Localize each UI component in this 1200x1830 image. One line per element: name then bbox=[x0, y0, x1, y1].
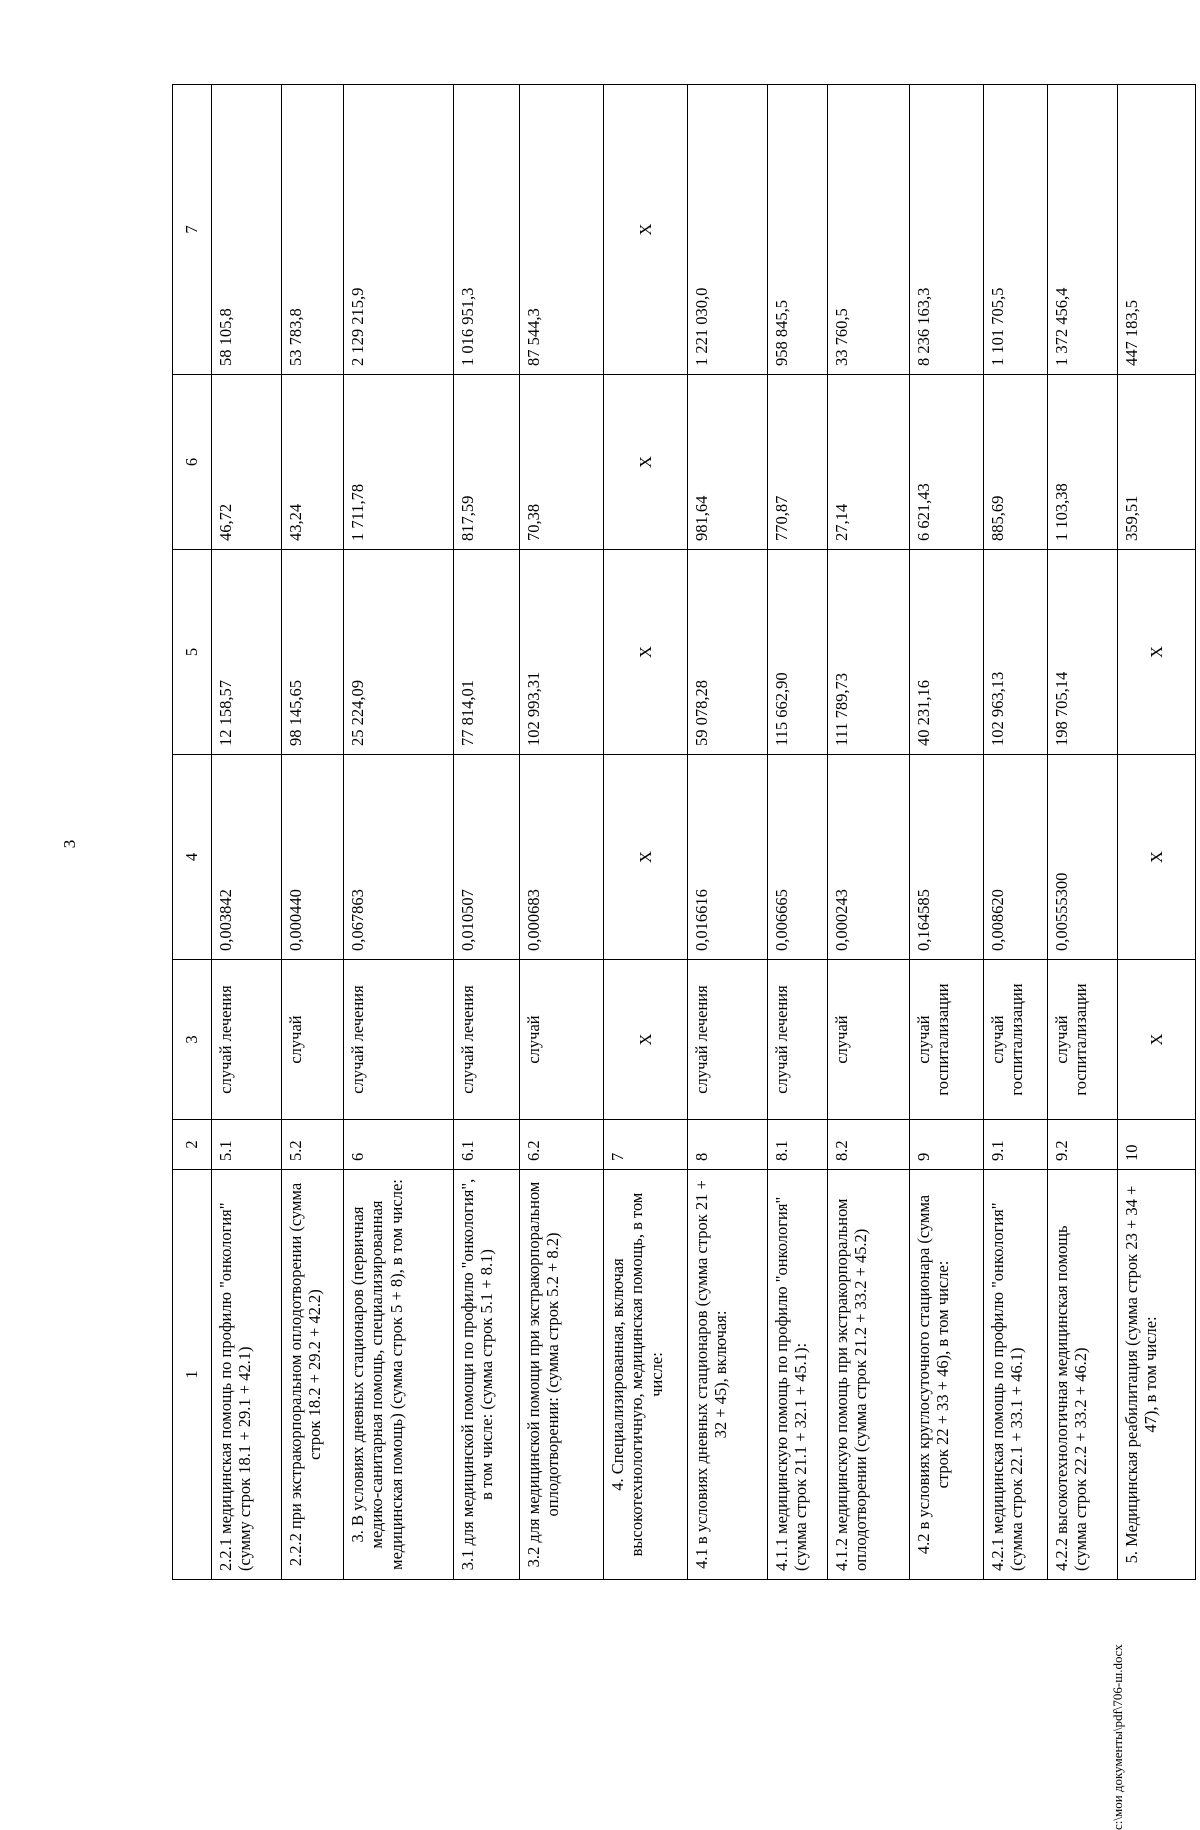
row-number: 7 bbox=[604, 1120, 688, 1170]
value-cell: 70,38 bbox=[520, 375, 604, 550]
value-cell: X bbox=[604, 755, 688, 960]
row-number: 8 bbox=[688, 1120, 768, 1170]
column-header: 3 bbox=[173, 960, 212, 1120]
table-row bbox=[688, 85, 768, 1580]
value-cell: 77 814,01 bbox=[454, 550, 520, 755]
value-cell: 1 101 705,5 bbox=[984, 85, 1048, 375]
table-row bbox=[768, 85, 828, 1580]
unit-cell: случай госпитализации bbox=[984, 960, 1048, 1120]
value-cell: X bbox=[1118, 550, 1196, 755]
value-cell: 0,003842 bbox=[212, 755, 282, 960]
value-cell: 958 845,5 bbox=[768, 85, 828, 375]
value-cell: 1 221 030,0 bbox=[688, 85, 768, 375]
row-label: 3.2 для медицинской помощи при экстракорпоральном оплодотворении: (сумма строк 5.2 + 8.2) bbox=[520, 1170, 604, 1580]
value-cell: 885,69 bbox=[984, 375, 1048, 550]
row-label: 4.2.2 высокотехнологичная медицинская помощь (сумма строк 22.2 + 33.2 + 46.2) bbox=[1048, 1170, 1118, 1580]
value-cell: 981,64 bbox=[688, 375, 768, 550]
value-cell: 770,87 bbox=[768, 375, 828, 550]
value-cell: 58 105,8 bbox=[212, 85, 282, 375]
page-number: 3 bbox=[60, 839, 79, 849]
value-cell: 43,24 bbox=[282, 375, 344, 550]
data-table bbox=[172, 84, 1196, 1580]
value-cell: 53 783,8 bbox=[282, 85, 344, 375]
row-number: 8.2 bbox=[828, 1120, 910, 1170]
column-header: 6 bbox=[173, 375, 212, 550]
value-cell: X bbox=[604, 85, 688, 375]
value-cell: 111 789,73 bbox=[828, 550, 910, 755]
table-row bbox=[1048, 85, 1118, 1580]
value-cell: 817,59 bbox=[454, 375, 520, 550]
table-row bbox=[828, 85, 910, 1580]
value-cell: 0,164585 bbox=[910, 755, 984, 960]
unit-cell: случай лечения bbox=[344, 960, 454, 1120]
table-row bbox=[454, 85, 520, 1580]
unit-cell: случай лечения bbox=[688, 960, 768, 1120]
row-number: 9.2 bbox=[1048, 1120, 1118, 1170]
unit-cell: случай госпитализации bbox=[910, 960, 984, 1120]
row-label: 4.1.1 медицинскую помощь по профилю "онкология" (сумма строк 21.1 + 32.1 + 45.1): bbox=[768, 1170, 828, 1580]
column-header: 7 bbox=[173, 85, 212, 375]
row-label: 4.1 в условиях дневных стационаров (сумма строк 21 + 32 + 45), включая: bbox=[688, 1170, 768, 1580]
row-number: 9 bbox=[910, 1120, 984, 1170]
value-cell: 6 621,43 bbox=[910, 375, 984, 550]
value-cell: 1 711,78 bbox=[344, 375, 454, 550]
value-cell: 198 705,14 bbox=[1048, 550, 1118, 755]
column-header: 4 bbox=[173, 755, 212, 960]
value-cell: 59 078,28 bbox=[688, 550, 768, 755]
value-cell: 102 993,31 bbox=[520, 550, 604, 755]
value-cell: 0,010507 bbox=[454, 755, 520, 960]
value-cell: 0,000243 bbox=[828, 755, 910, 960]
value-cell: 33 760,5 bbox=[828, 85, 910, 375]
table-row bbox=[910, 85, 984, 1580]
row-label: 5. Медицинская реабилитация (сумма строк 23 + 34 + 47), в том числе: bbox=[1118, 1170, 1196, 1580]
row-label: 3. В условиях дневных стационаров (первичная медико-санитарная помощь, специализированная медицинская помощь) (сумма строк 5 + 8), в том числе: bbox=[344, 1170, 454, 1580]
table-row bbox=[212, 85, 282, 1580]
value-cell: 1 372 456,4 bbox=[1048, 85, 1118, 375]
value-cell: 0,000683 bbox=[520, 755, 604, 960]
value-cell: 359,51 bbox=[1118, 375, 1196, 550]
value-cell: 46,72 bbox=[212, 375, 282, 550]
value-cell: X bbox=[604, 550, 688, 755]
column-header: 2 bbox=[173, 1120, 212, 1170]
value-cell: 447 183,5 bbox=[1118, 85, 1196, 375]
value-cell: X bbox=[1118, 755, 1196, 960]
row-number: 6.1 bbox=[454, 1120, 520, 1170]
row-number: 10 bbox=[1118, 1120, 1196, 1170]
table-header-row bbox=[173, 85, 212, 1580]
unit-cell: случай bbox=[520, 960, 604, 1120]
value-cell: 115 662,90 bbox=[768, 550, 828, 755]
value-cell: 1 103,38 bbox=[1048, 375, 1118, 550]
value-cell: 12 158,57 bbox=[212, 550, 282, 755]
table-row bbox=[282, 85, 344, 1580]
row-number: 5.2 bbox=[282, 1120, 344, 1170]
value-cell: 98 145,65 bbox=[282, 550, 344, 755]
row-label: 2.2.2 при экстракорпоральном оплодотворении (сумма строк 18.2 + 29.2 + 42.2) bbox=[282, 1170, 344, 1580]
value-cell: 40 231,16 bbox=[910, 550, 984, 755]
unit-cell: случай bbox=[282, 960, 344, 1120]
column-header: 5 bbox=[173, 550, 212, 755]
unit-cell: случай bbox=[828, 960, 910, 1120]
value-cell: 0,006665 bbox=[768, 755, 828, 960]
value-cell: 0,008620 bbox=[984, 755, 1048, 960]
row-label: 4.2.1 медицинская помощь по профилю "онкология" (сумма строк 22.1 + 33.1 + 46.1) bbox=[984, 1170, 1048, 1580]
row-number: 6 bbox=[344, 1120, 454, 1170]
row-number: 9.1 bbox=[984, 1120, 1048, 1170]
unit-cell: X bbox=[1118, 960, 1196, 1120]
table-container bbox=[172, 85, 1166, 1580]
table-row bbox=[520, 85, 604, 1580]
unit-cell: случай госпитализации bbox=[1048, 960, 1118, 1120]
row-label: 4. Специализированная, включая высокотехнологичную, медицинская помощь, в том числе: bbox=[604, 1170, 688, 1580]
value-cell: 102 963,13 bbox=[984, 550, 1048, 755]
value-cell: 0,00555300 bbox=[1048, 755, 1118, 960]
table-row bbox=[344, 85, 454, 1580]
table-row bbox=[604, 85, 688, 1580]
row-number: 8.1 bbox=[768, 1120, 828, 1170]
table-row bbox=[1118, 85, 1196, 1580]
value-cell: X bbox=[604, 375, 688, 550]
unit-cell: случай лечения bbox=[768, 960, 828, 1120]
row-label: 3.1 для медицинской помощи по профилю "онкология", в том числе: (сумма строк 5.1 + 8.1) bbox=[454, 1170, 520, 1580]
footer-file-path: c:\мои документы\pdf\706-ш.docx bbox=[1110, 1644, 1125, 1830]
unit-cell: X bbox=[604, 960, 688, 1120]
row-label: 4.2 в условиях круглосуточного стационара (сумма строк 22 + 33 + 46), в том числе: bbox=[910, 1170, 984, 1580]
value-cell: 27,14 bbox=[828, 375, 910, 550]
value-cell: 87 544,3 bbox=[520, 85, 604, 375]
value-cell: 0,016616 bbox=[688, 755, 768, 960]
row-label: 2.2.1 медицинская помощь по профилю "онкология" (сумму строк 18.1 + 29.1 + 42.1) bbox=[212, 1170, 282, 1580]
row-number: 5.1 bbox=[212, 1120, 282, 1170]
value-cell: 0,067863 bbox=[344, 755, 454, 960]
table-row bbox=[984, 85, 1048, 1580]
value-cell: 2 129 215,9 bbox=[344, 85, 454, 375]
value-cell: 25 224,09 bbox=[344, 550, 454, 755]
value-cell: 1 016 951,3 bbox=[454, 85, 520, 375]
row-number: 6.2 bbox=[520, 1120, 604, 1170]
unit-cell: случай лечения bbox=[212, 960, 282, 1120]
row-label: 4.1.2 медицинскую помощь при экстракорпоральном оплодотворении (сумма строк 21.2 + 33.2 + 45.2) bbox=[828, 1170, 910, 1580]
value-cell: 0,000440 bbox=[282, 755, 344, 960]
column-header: 1 bbox=[173, 1170, 212, 1580]
unit-cell: случай лечения bbox=[454, 960, 520, 1120]
value-cell: 8 236 163,3 bbox=[910, 85, 984, 375]
